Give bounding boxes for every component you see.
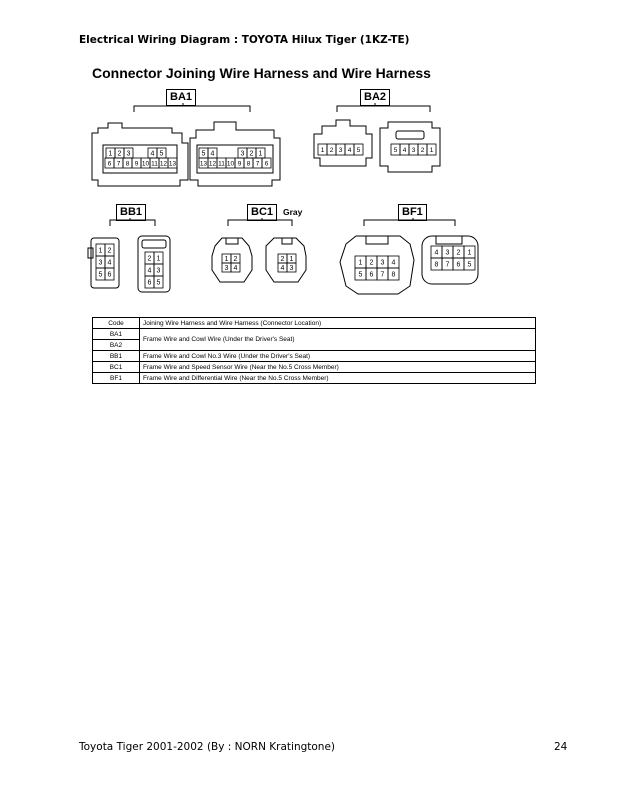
table-header-row <box>93 318 536 329</box>
table-code-cell: BF1 <box>93 373 140 384</box>
ba2-right-pin-number: 5 <box>393 147 398 154</box>
bb1-right-pin-number: 5 <box>156 279 161 287</box>
bb1-right-pin-number: 2 <box>147 255 152 263</box>
ba1-left-pin-number: 2 <box>117 150 122 158</box>
ba1-left-pin-number: 11 <box>151 160 158 168</box>
ba2-right-pin-number: 2 <box>420 147 425 154</box>
ba2-left-connector-shape <box>314 120 372 166</box>
ba2-left-pin-number: 2 <box>329 147 334 154</box>
table-row <box>93 373 536 384</box>
bf1-left-pin-number: 2 <box>369 259 374 267</box>
ba1-left-connector-shape <box>92 123 188 186</box>
bc1-left-pin-number: 3 <box>224 265 229 272</box>
ba1-right-pin-number: 4 <box>210 150 215 158</box>
ba1-right-pin-number: 1 <box>258 150 263 158</box>
ba1-left-pin-number: 8 <box>125 160 130 168</box>
bf1-right-pin-number: 6 <box>456 261 461 269</box>
bc1-left-pin-number: 2 <box>233 256 238 263</box>
ba2-right-pin-number: 4 <box>402 147 407 154</box>
table-desc-cell: Frame Wire and Cowl No.3 Wire (Under the Driver's Seat) <box>140 351 536 362</box>
bb1-right-pin-number: 1 <box>156 255 161 263</box>
document-header: Electrical Wiring Diagram : TOYOTA Hilux Tiger (1KZ-TE) <box>79 34 410 46</box>
bf1-right-pin-number: 8 <box>434 261 439 269</box>
ba1-right-pin-number: 9 <box>237 160 242 168</box>
ba1-left-pin-number: 10 <box>141 160 150 168</box>
ba1-left-pin-number: 12 <box>159 160 168 168</box>
ba1-left-pin-number: 1 <box>108 150 113 158</box>
ba2-right-pin-number: 1 <box>429 147 434 154</box>
ba1-left-pin-number: 3 <box>126 150 131 158</box>
ba1-right-pin-number: 12 <box>208 160 217 168</box>
bb1-left-pin-number: 5 <box>98 271 103 279</box>
table-row <box>93 362 536 373</box>
ba1-left-pin-number: 4 <box>150 150 155 158</box>
bb1-right-pin-number: 4 <box>147 267 152 275</box>
bf1-left-pin-number: 6 <box>369 271 374 279</box>
bc1-right-pin-number: 1 <box>289 256 294 263</box>
bb1-left-pin-number: 1 <box>98 247 103 255</box>
bf1-left-pin-number: 8 <box>391 271 396 279</box>
ba1-right-pin-number: 2 <box>249 150 254 158</box>
bc1-left-pin-number: 1 <box>224 256 229 263</box>
ba1-right-pin-number: 10 <box>226 160 235 168</box>
ba1-right-pin-number: 6 <box>264 160 269 168</box>
ba2-left-pin-number: 3 <box>338 147 343 154</box>
ba2-left-pin-number: 4 <box>347 147 352 154</box>
table-code-cell: BB1 <box>93 351 140 362</box>
bf1-right-pin-number: 7 <box>445 261 450 269</box>
bf1-left-pin-number: 1 <box>358 259 363 267</box>
ba2-left-pin-number: 1 <box>320 147 325 154</box>
bf1-left-pin-number: 4 <box>391 259 396 267</box>
bc1-left-pin-number: 4 <box>233 265 238 272</box>
table-row <box>93 351 536 362</box>
table-row <box>93 329 536 340</box>
bf1-left-pin-number: 3 <box>380 259 385 267</box>
table-header-cell: Joining Wire Harness and Wire Harness (Connector Location) <box>140 318 536 329</box>
bf1-right-pin-number: 3 <box>445 249 450 257</box>
bb1-left-pin-number: 2 <box>107 247 112 255</box>
connector-label-bb1: BB1 <box>116 204 146 221</box>
bb1-left-pin-number: 4 <box>107 259 112 267</box>
bf1-right-pin-number: 1 <box>467 249 472 257</box>
ba1-left-pin-number: 6 <box>107 160 112 168</box>
bc1-right-pin-number: 4 <box>280 265 285 272</box>
bf1-right-pin-number: 4 <box>434 249 439 257</box>
ba1-right-pin-number: 13 <box>199 160 208 168</box>
table-code-cell: BA2 <box>93 340 140 351</box>
ba1-right-pin-number: 8 <box>246 160 251 168</box>
bb1-left-pin-number: 6 <box>107 271 112 279</box>
connector-label-ba1: BA1 <box>166 89 196 106</box>
document-footer: Toyota Tiger 2001-2002 (By : NORN Kratingtone) <box>79 741 336 753</box>
ba2-left-pin-number: 5 <box>356 147 361 154</box>
ba1-right-pin-number: 11 <box>218 160 225 168</box>
connector-location-table <box>92 317 536 384</box>
ba1-left-pin-number: 7 <box>116 160 121 168</box>
table-desc-cell: Frame Wire and Cowl Wire (Under the Driver's Seat) <box>140 329 536 351</box>
table-header-cell: Code <box>93 318 140 329</box>
ba1-right-pin-number: 7 <box>255 160 260 168</box>
bb1-right-pin-number: 6 <box>147 279 152 287</box>
connector-label-bf1: BF1 <box>398 204 427 221</box>
bc1-right-pin-number: 3 <box>289 265 294 272</box>
table-code-cell: BA1 <box>93 329 140 340</box>
ba1-right-pin-number: 3 <box>240 150 245 158</box>
ba1-right-pin-number: 5 <box>201 150 206 158</box>
bb1-left-pin-number: 3 <box>98 259 103 267</box>
table-code-cell: BC1 <box>93 362 140 373</box>
ba2-right-pin-number: 3 <box>411 147 416 154</box>
bc1-right-pin-number: 2 <box>280 256 285 263</box>
bf1-right-pin-number: 5 <box>467 261 472 269</box>
connector-label-ba2: BA2 <box>360 89 390 106</box>
bf1-left-pin-number: 7 <box>380 271 385 279</box>
table-desc-cell: Frame Wire and Differential Wire (Near the No.5 Cross Member) <box>140 373 536 384</box>
page-title: Connector Joining Wire Harness and Wire Harness <box>92 65 431 81</box>
ba1-left-pin-number: 13 <box>168 160 177 168</box>
ba1-left-pin-number: 5 <box>159 150 164 158</box>
connector-label-bc1: BC1 <box>247 204 277 221</box>
page-number: 24 <box>554 741 568 753</box>
table-desc-cell: Frame Wire and Speed Sensor Wire (Near the No.5 Cross Member) <box>140 362 536 373</box>
ba1-left-pin-number: 9 <box>134 160 139 168</box>
bb1-right-pin-number: 3 <box>156 267 161 275</box>
connector-color-note: Gray <box>283 207 303 217</box>
bf1-left-pin-number: 5 <box>358 271 363 279</box>
bf1-right-pin-number: 2 <box>456 249 461 257</box>
